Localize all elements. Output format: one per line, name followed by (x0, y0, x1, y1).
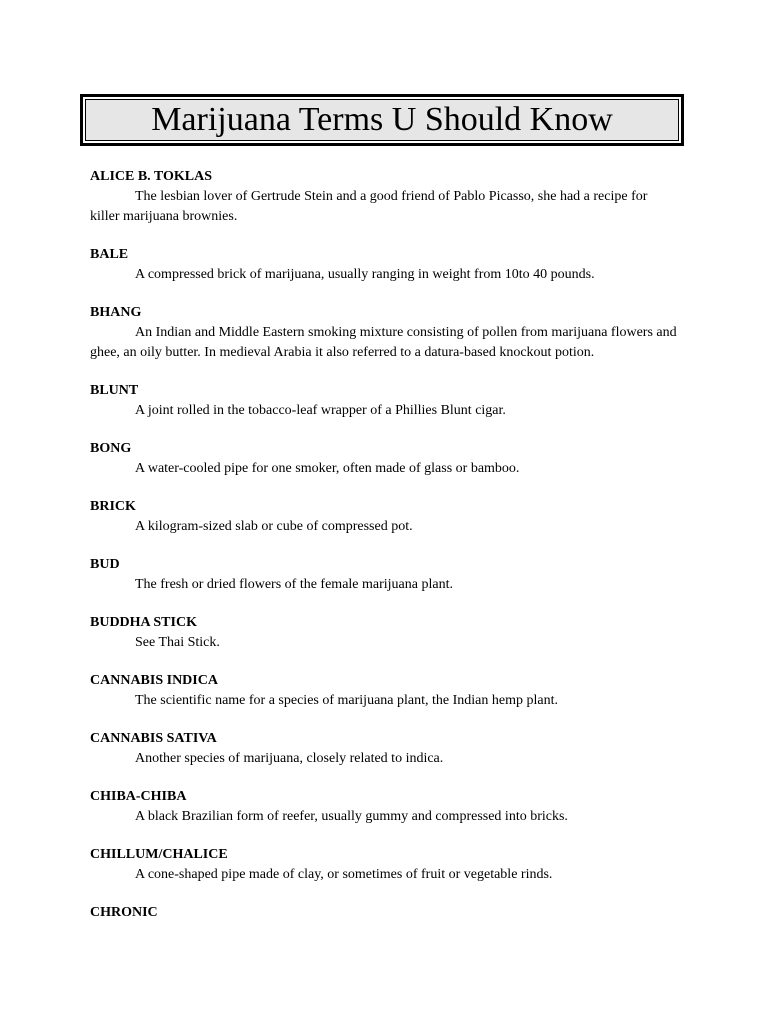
glossary-definition: The lesbian lover of Gertrude Stein and a good friend of Pablo Picasso, she had a recipe for killer marijuana brownies. (90, 189, 648, 224)
glossary-definition: See Thai Stick. (135, 635, 220, 650)
glossary-term: BLUNT (90, 383, 139, 398)
glossary-definition: A cone-shaped pipe made of clay, or sometimes of fruit or vegetable rinds. (135, 867, 553, 882)
glossary-entry (90, 729, 690, 769)
glossary-entry (90, 787, 690, 827)
glossary-entry (90, 167, 690, 227)
glossary-entry (90, 671, 690, 711)
glossary-entry (90, 303, 690, 363)
glossary-entry (90, 381, 690, 421)
glossary-term: BONG (90, 441, 132, 456)
glossary-term: CHIBA-CHIBA (90, 789, 187, 804)
glossary-definition: A compressed brick of marijuana, usually ranging in weight from 10to 40 pounds. (135, 267, 595, 282)
glossary-term: CHRONIC (90, 905, 158, 920)
glossary-term: BHANG (90, 305, 142, 320)
glossary-definition: The scientific name for a species of marijuana plant, the Indian hemp plant. (135, 693, 558, 708)
glossary-term: BUD (90, 557, 120, 572)
glossary-term: CANNABIS INDICA (90, 673, 218, 688)
glossary-definition: A kilogram-sized slab or cube of compressed pot. (135, 519, 413, 534)
glossary-definition: A water-cooled pipe for one smoker, often made of glass or bamboo. (135, 461, 520, 476)
glossary-definition: A black Brazilian form of reefer, usually gummy and compressed into bricks. (135, 809, 568, 824)
glossary-definition: An Indian and Middle Eastern smoking mixture consisting of pollen from marijuana flowers and ghee, an oily butter. In medieval Arabia it also referred to a datura-based knockout potion. (90, 325, 677, 360)
glossary-entry (90, 497, 690, 537)
glossary-entry (90, 439, 690, 479)
page-title: Marijuana Terms U Should Know (151, 101, 613, 138)
glossary-entry (90, 845, 690, 885)
glossary-entry (90, 613, 690, 653)
glossary-definition: A joint rolled in the tobacco-leaf wrapper of a Phillies Blunt cigar. (135, 403, 506, 418)
glossary-entry (90, 903, 690, 923)
glossary-list (90, 167, 690, 923)
title-box (80, 94, 684, 146)
glossary-entry (90, 245, 690, 285)
glossary-definition: The fresh or dried flowers of the female marijuana plant. (135, 577, 453, 592)
glossary-term: CANNABIS SATIVA (90, 731, 217, 746)
glossary-term: BALE (90, 247, 129, 262)
title-banner (85, 99, 679, 141)
glossary-term: BUDDHA STICK (90, 615, 197, 630)
glossary-entry (90, 555, 690, 595)
glossary-definition: Another species of marijuana, closely related to indica. (135, 751, 444, 766)
glossary-term: BRICK (90, 499, 136, 514)
glossary-term: ALICE B. TOKLAS (90, 169, 213, 184)
glossary-term: CHILLUM/CHALICE (90, 847, 228, 862)
